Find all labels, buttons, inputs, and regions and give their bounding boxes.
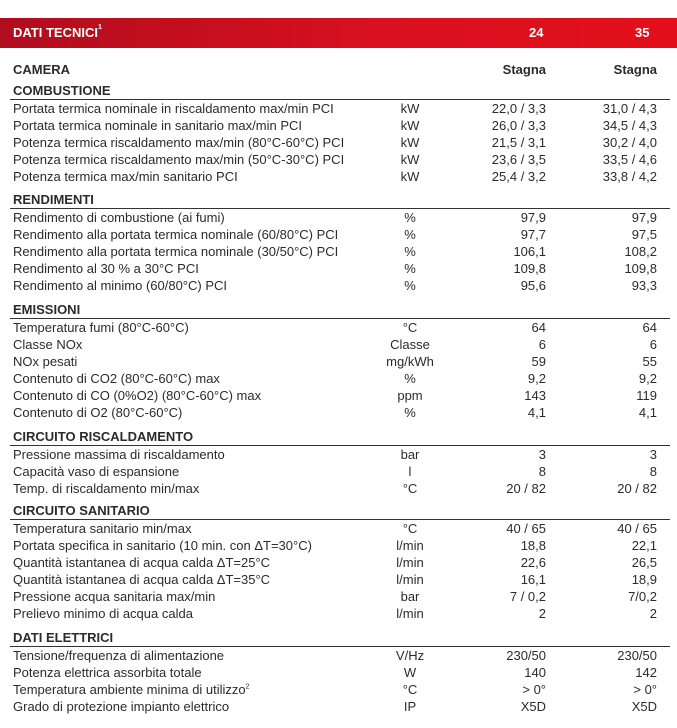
row-label [13,388,261,403]
row-unit: °C [402,320,418,335]
row-label-text: Portata termica nominale in riscaldamento max/min PCI [13,101,334,116]
row-value-35: 7/0,2 [628,589,657,604]
row-value-35: 108,2 [624,244,657,259]
row-label [13,135,344,150]
row-label [13,572,270,587]
model-35-header: 35 [635,25,650,40]
row-value-24: 40 / 65 [506,521,546,536]
row-value-35: 30,2 / 4,0 [602,135,657,150]
section-title: CIRCUITO SANITARIO [13,503,150,518]
row-label-footnote: 2 [245,683,250,691]
row-label-text: Quantità istantanea di acqua calda ΔT=35°C [13,572,271,587]
row-label-text: Tensione/frequenza di alimentazione [13,648,225,663]
row-unit: kW [400,135,420,150]
row-value-24: 140 [524,665,546,680]
row-label [13,152,344,167]
row-value-35: 31,0 / 4,3 [602,101,657,116]
section-divider [10,646,670,647]
row-value-24: 9,2 [527,371,546,386]
row-label [13,371,220,386]
row-value-24: 20 / 82 [506,481,546,496]
row-value-24: 23,6 / 3,5 [491,152,546,167]
section-divider [10,519,670,520]
row-label [13,682,250,697]
row-label-text: Contenuto di O2 (80°C-60°C) [13,405,183,420]
section-title: DATI ELETTRICI [13,630,114,645]
row-unit: % [404,405,416,420]
row-label [13,261,199,276]
row-label-text: Pressione acqua sanitaria max/min [13,589,216,604]
row-unit: % [404,244,416,259]
row-label-text: Potenza elettrica assorbita totale [13,665,202,680]
row-value-35: 22,1 [631,538,657,553]
row-label-text: Temp. di riscaldamento min/max [13,481,200,496]
row-value-24: 21,5 / 3,1 [491,135,546,150]
row-unit: V/Hz [395,648,425,663]
row-label [13,210,225,225]
row-value-24: 143 [524,388,546,403]
row-value-24: 26,0 / 3,3 [491,118,546,133]
row-label-text: Rendimento al minimo (60/80°C) PCI [13,278,228,293]
row-unit: % [404,261,416,276]
row-unit: l/min [396,606,424,621]
row-label-text: Rendimento al 30 % a 30°C PCI [13,261,199,276]
row-unit: % [404,227,416,242]
row-label [13,589,215,604]
row-unit: kW [400,118,420,133]
row-value-35: 230/50 [617,648,657,663]
row-label [13,244,338,259]
row-label [13,481,199,496]
row-unit: l/min [396,555,424,570]
banner-title-footnote: 1 [97,24,102,31]
row-unit: % [404,278,416,293]
row-unit: kW [400,101,420,116]
row-label-text: Prelievo minimo di acqua calda [13,606,193,621]
section-divider [10,318,670,319]
row-value-35: 119 [636,388,657,403]
row-value-35: 4,1 [638,405,657,420]
banner-title-text: DATI TECNICI [13,25,98,40]
row-label-text: Contenuto di CO (0%O2) (80°C-60°C) max [13,388,262,403]
row-value-35: 6 [649,337,657,352]
row-label-text: Temperatura fumi (80°C-60°C) [13,320,189,335]
row-label-text: Classe NOx [13,337,83,352]
camera-value-24: Stagna [502,62,546,77]
row-value-35: 34,5 / 4,3 [602,118,657,133]
row-label-text: Grado di protezione impianto elettrico [13,699,230,714]
row-label [13,521,191,536]
row-label-text: Portata termica nominale in sanitario max/min PCI [13,118,303,133]
row-unit: kW [400,152,420,167]
row-value-35: 64 [642,320,657,335]
row-value-35: 55 [642,354,657,369]
row-value-24: 59 [531,354,546,369]
row-label-text: Potenza termica riscaldamento max/min (50°C-30°C) PCI [13,152,345,167]
section-title: RENDIMENTI [13,192,94,207]
row-label [13,278,227,293]
row-label-text: Contenuto di CO2 (80°C-60°C) max [13,371,220,386]
model-24-header: 24 [529,25,544,40]
row-value-35: 20 / 82 [617,481,657,496]
row-value-24: 97,9 [520,210,546,225]
row-label [13,101,334,116]
row-label [13,447,225,462]
row-unit: W [403,665,417,680]
camera-label: CAMERA [13,62,71,77]
row-label [13,699,229,714]
row-label [13,606,193,621]
row-value-35: 97,9 [631,210,657,225]
row-label-text: Potenza termica riscaldamento max/min (80°C-60°C) PCI [13,135,345,150]
row-label [13,555,270,570]
row-value-24: 18,8 [520,538,546,553]
row-label [13,665,202,680]
row-unit: l [408,464,412,479]
section-divider [10,99,670,100]
row-unit: bar [400,447,420,462]
row-value-24: 25,4 / 3,2 [491,169,546,184]
row-value-24: 8 [538,464,546,479]
row-label [13,464,179,479]
row-value-35: 2 [649,606,657,621]
row-unit: kW [400,169,420,184]
row-unit: l/min [396,572,424,587]
row-value-24: 22,6 [520,555,546,570]
row-label [13,169,238,184]
row-unit: % [404,371,416,386]
row-unit: ppm [397,388,423,403]
row-value-35: 33,8 / 4,2 [602,169,657,184]
row-label-text: Pressione massima di riscaldamento [13,447,225,462]
row-value-24: 95,6 [520,278,546,293]
row-label-text: Portata specifica in sanitario (10 min. con ΔT=30°C) [13,538,312,553]
row-label-text: NOx pesati [13,354,78,369]
row-value-35: 93,3 [631,278,657,293]
row-label-text: Temperatura ambiente minima di utilizzo [13,682,246,697]
section-title: EMISSIONI [13,302,81,317]
row-unit: % [404,210,416,225]
row-value-35: 26,5 [631,555,657,570]
section-title: COMBUSTIONE [13,83,111,98]
title-banner [0,18,677,48]
row-value-24: 7 / 0,2 [509,589,546,604]
row-label-text: Capacità vaso di espansione [13,464,180,479]
row-value-24: 22,0 / 3,3 [491,101,546,116]
banner-title [13,25,102,40]
row-unit: Classe [390,337,430,352]
row-label-text: Rendimento alla portata termica nominale (60/80°C) PCI [13,227,339,242]
row-label [13,538,312,553]
row-label [13,405,182,420]
row-value-35: 40 / 65 [617,521,657,536]
camera-value-35: Stagna [613,62,657,77]
row-value-24: 64 [531,320,546,335]
row-value-35: 3 [649,447,657,462]
row-label-text: Rendimento alla portata termica nominale (30/50°C) PCI [13,244,339,259]
row-label-text: Quantità istantanea di acqua calda ΔT=25°C [13,555,271,570]
row-unit: mg/kWh [386,354,434,369]
row-value-24: 109,8 [513,261,546,276]
section-divider [10,208,670,209]
row-value-35: 109,8 [624,261,657,276]
row-label [13,354,77,369]
row-label [13,648,224,663]
row-value-24: 4,1 [527,405,546,420]
row-value-35: X5D [631,699,657,714]
row-value-24: X5D [520,699,546,714]
row-label-text: Potenza termica max/min sanitario PCI [13,169,238,184]
row-value-24: > 0° [522,682,546,697]
row-label [13,320,189,335]
row-label-text: Rendimento di combustione (ai fumi) [13,210,225,225]
row-value-24: 6 [538,337,546,352]
row-value-24: 2 [538,606,546,621]
row-unit: °C [402,682,418,697]
row-value-35: 8 [649,464,657,479]
row-value-35: 18,9 [631,572,657,587]
row-value-35: 9,2 [638,371,657,386]
row-value-24: 230/50 [506,648,546,663]
row-label [13,227,338,242]
row-value-24: 106,1 [513,244,546,259]
row-value-35: 142 [635,665,657,680]
row-unit: bar [400,589,420,604]
row-value-24: 3 [538,447,546,462]
row-unit: l/min [396,538,424,553]
row-label [13,337,82,352]
row-value-24: 97,7 [520,227,546,242]
row-value-35: 33,5 / 4,6 [602,152,657,167]
row-value-35: 97,5 [631,227,657,242]
row-unit: °C [402,481,418,496]
row-unit: IP [403,699,417,714]
section-divider [10,445,670,446]
row-value-35: > 0° [633,682,657,697]
row-value-24: 16,1 [520,572,546,587]
row-label [13,118,302,133]
section-title: CIRCUITO RISCALDAMENTO [13,429,194,444]
row-unit: °C [402,521,418,536]
row-label-text: Temperatura sanitario min/max [13,521,192,536]
